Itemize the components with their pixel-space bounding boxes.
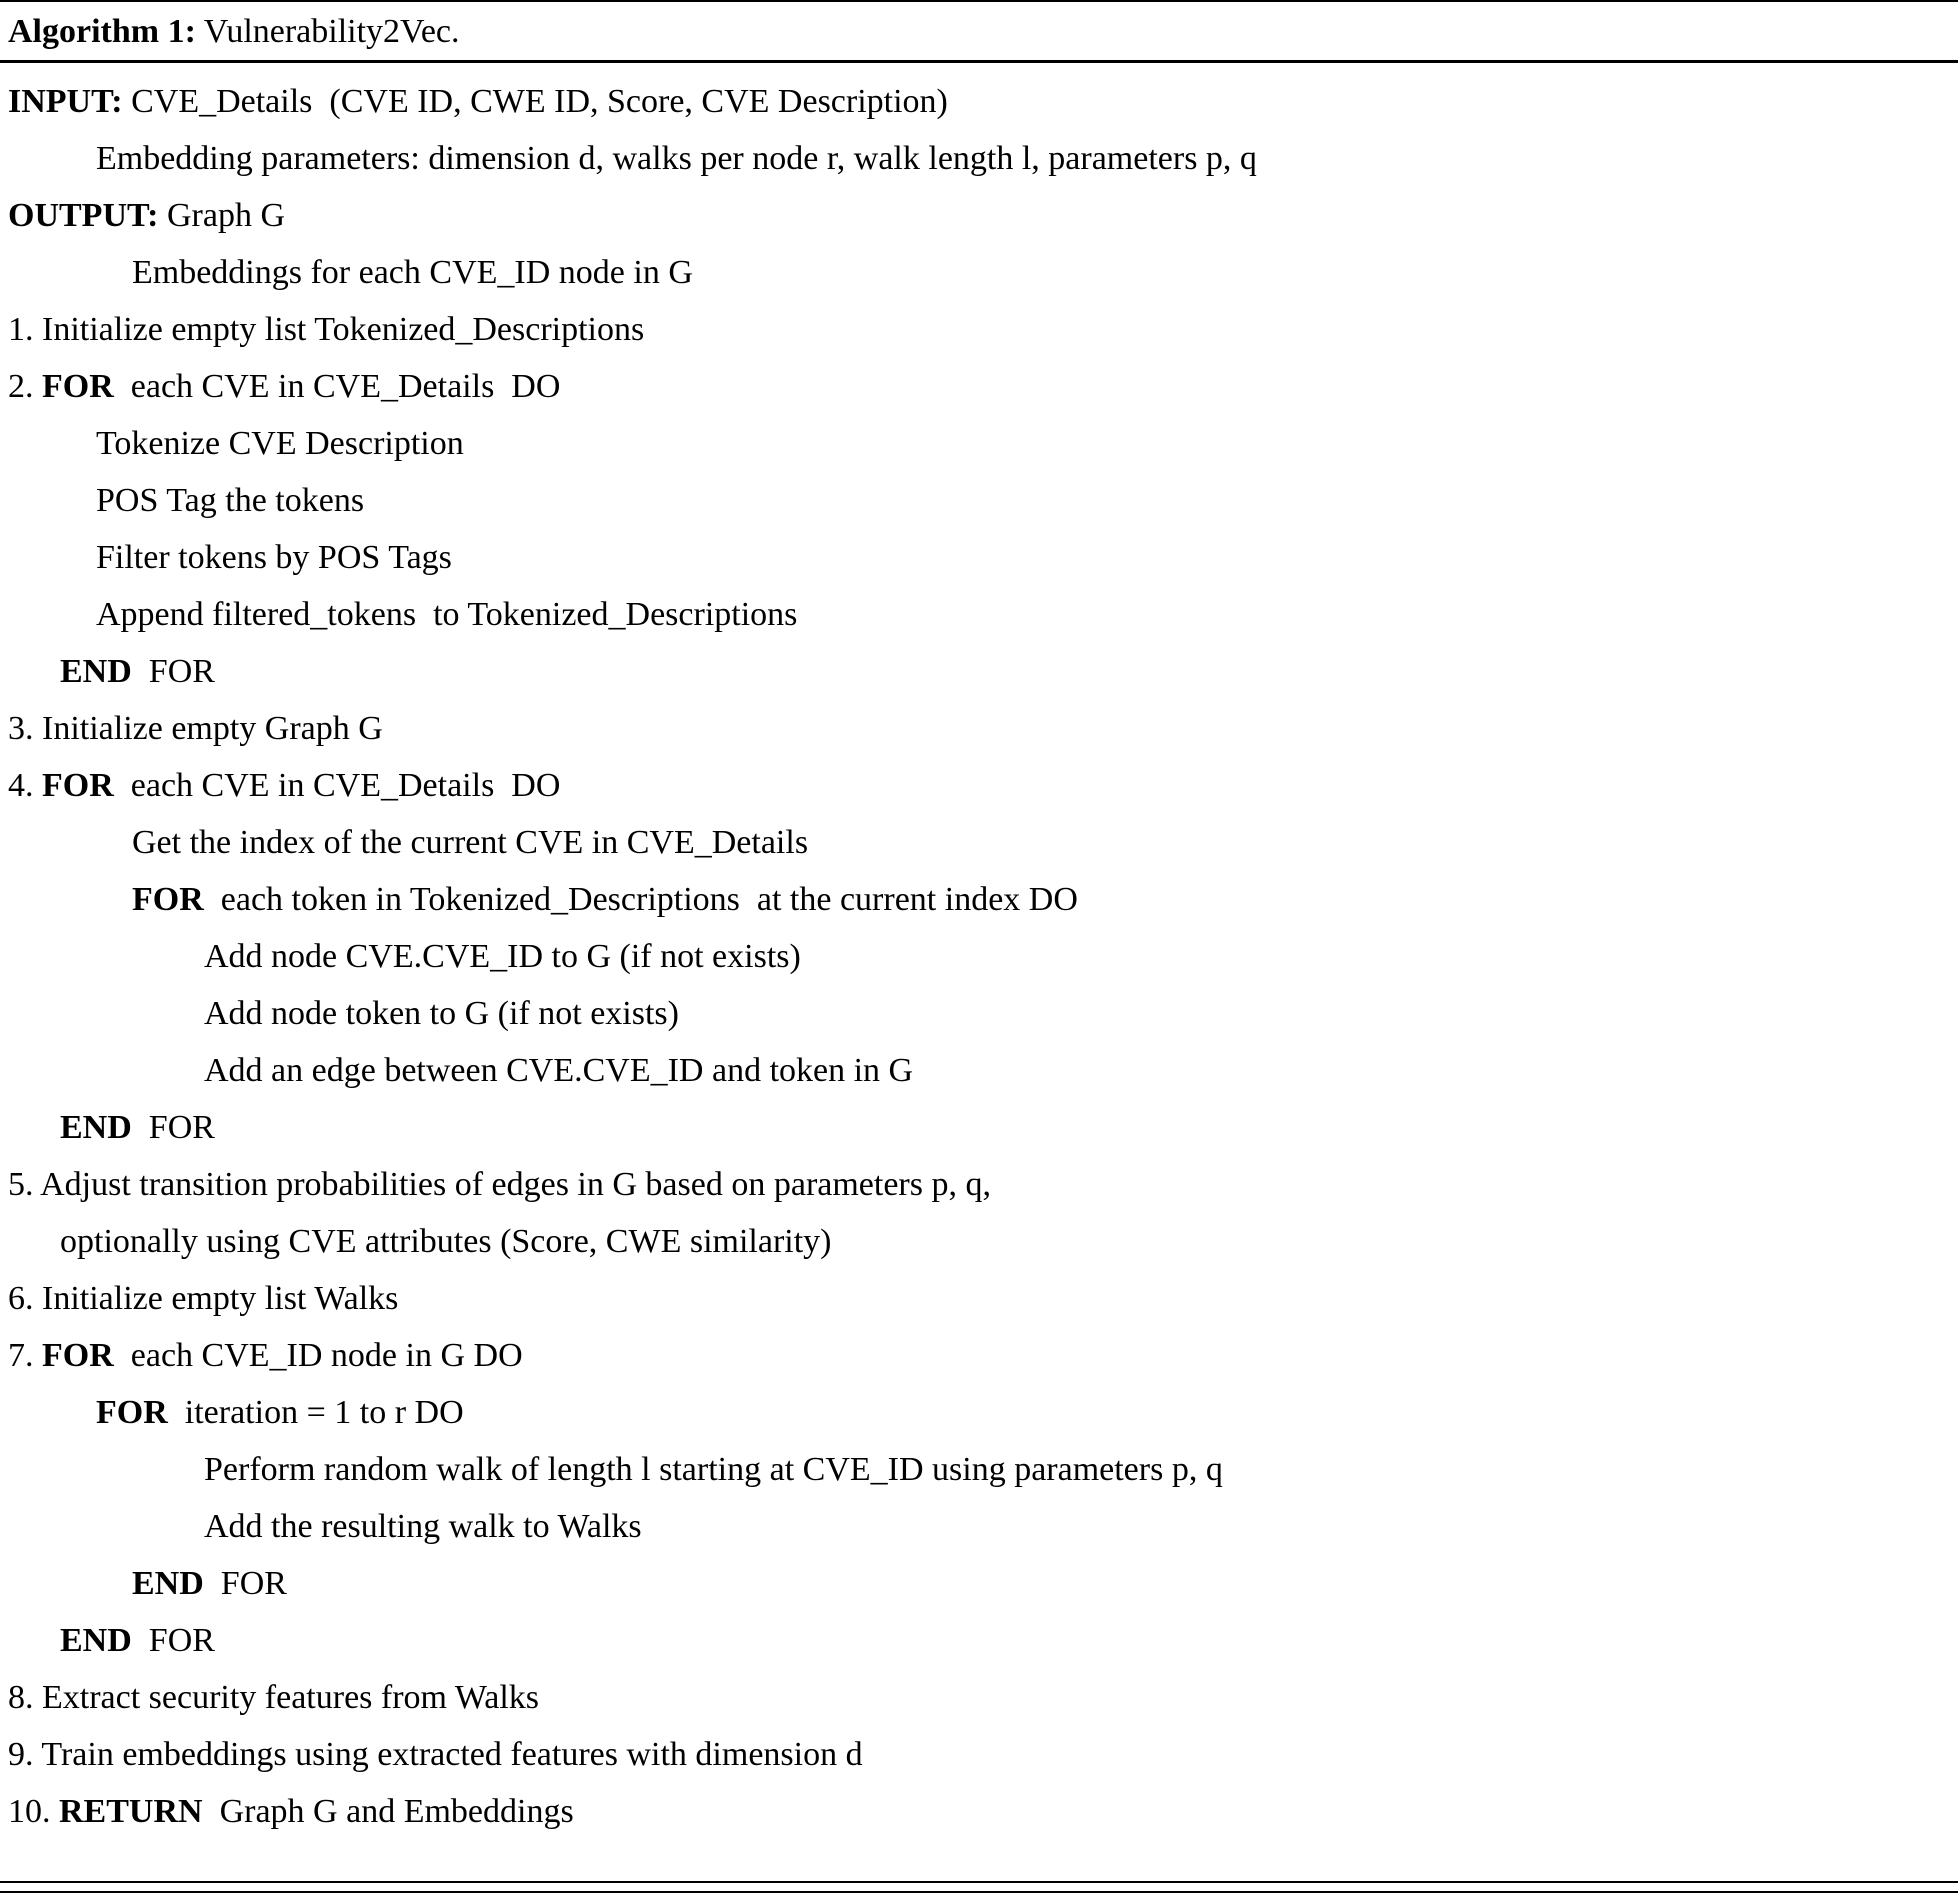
algorithm-line	[8, 529, 1950, 586]
algorithm-line	[8, 700, 1950, 757]
text-segment: 8. Extract security features from Walks	[8, 1679, 540, 1716]
keyword: FOR	[42, 767, 114, 804]
algorithm-line	[8, 301, 1950, 358]
algorithm-line	[8, 1156, 1950, 1213]
algorithm-line	[8, 1783, 1950, 1840]
text-segment: FOR	[203, 1565, 287, 1602]
text-segment: each CVE in CVE_Details DO	[113, 368, 561, 405]
text-segment: Graph G	[158, 197, 286, 234]
text-segment: FOR	[131, 1622, 215, 1659]
text-segment: 9. Train embeddings using extracted features with dimension d	[8, 1736, 863, 1773]
keyword: INPUT:	[8, 83, 123, 120]
text-segment: Add an edge between CVE.CVE_ID and token in G	[204, 1052, 914, 1089]
bottom-rule	[0, 1881, 1958, 1893]
text-segment: Add node CVE.CVE_ID to G (if not exists)	[204, 938, 801, 975]
text-segment: 6. Initialize empty list Walks	[8, 1280, 399, 1317]
keyword: FOR	[132, 881, 204, 918]
algorithm-line	[8, 1555, 1950, 1612]
text-segment: Filter tokens by POS Tags	[96, 539, 452, 576]
algorithm-line	[8, 643, 1950, 700]
text-segment: FOR	[131, 1109, 215, 1146]
text-segment: CVE_Details (CVE ID, CWE ID, Score, CVE Description)	[122, 83, 948, 120]
text-segment: 3. Initialize empty Graph G	[8, 710, 383, 747]
algorithm-line	[8, 1213, 1950, 1270]
algorithm-caption	[0, 2, 1958, 60]
text-segment: 10.	[8, 1793, 59, 1830]
keyword: RETURN	[59, 1793, 203, 1830]
text-segment: POS Tag the tokens	[96, 482, 365, 519]
text-segment: 4.	[8, 767, 42, 804]
algorithm-line	[8, 1099, 1950, 1156]
keyword: FOR	[96, 1394, 168, 1431]
algorithm-line	[8, 1441, 1950, 1498]
algorithm-line	[8, 757, 1950, 814]
algorithm-line	[8, 1498, 1950, 1555]
keyword: FOR	[42, 368, 114, 405]
text-segment: Add node token to G (if not exists)	[204, 995, 679, 1032]
keyword: END	[60, 1622, 132, 1659]
algorithm-line	[8, 1042, 1950, 1099]
keyword: END	[60, 653, 132, 690]
algorithm-line	[8, 985, 1950, 1042]
keyword: OUTPUT:	[8, 197, 159, 234]
text-segment: Perform random walk of length l starting at CVE_ID using parameters p, q	[204, 1451, 1223, 1488]
algorithm-line	[8, 586, 1950, 643]
text-segment: Embedding parameters: dimension d, walks per node r, walk length l, parameters p, q	[96, 140, 1257, 177]
keyword: FOR	[42, 1337, 114, 1374]
text-segment: each token in Tokenized_Descriptions at the current index DO	[203, 881, 1078, 918]
text-segment: FOR	[131, 653, 215, 690]
text-segment: 5. Adjust transition probabilities of edges in G based on parameters p, q,	[8, 1166, 991, 1203]
algorithm-line	[8, 415, 1950, 472]
algorithm-line	[8, 358, 1950, 415]
algorithm-line	[8, 1669, 1950, 1726]
algorithm-line	[8, 1384, 1950, 1441]
text-segment: 7.	[8, 1337, 42, 1374]
algorithm-line	[8, 187, 1950, 244]
algorithm-line	[8, 1726, 1950, 1783]
algorithm-line	[8, 130, 1950, 187]
algorithm-line	[8, 928, 1950, 985]
text-segment: Append filtered_tokens to Tokenized_Descriptions	[96, 596, 798, 633]
text-segment: Graph G and Embeddings	[202, 1793, 574, 1830]
text-segment: optionally using CVE attributes (Score, CWE similarity)	[60, 1223, 832, 1260]
algorithm-body	[0, 63, 1958, 1881]
algorithm-line	[8, 1270, 1950, 1327]
text-segment: 1. Initialize empty list Tokenized_Descriptions	[8, 311, 645, 348]
algorithm-line	[8, 1327, 1950, 1384]
algorithm-line	[8, 814, 1950, 871]
keyword: END	[60, 1109, 132, 1146]
text-segment: iteration = 1 to r DO	[167, 1394, 464, 1431]
text-segment: each CVE_ID node in G DO	[113, 1337, 523, 1374]
keyword: END	[132, 1565, 204, 1602]
text-segment: Get the index of the current CVE in CVE_Details	[132, 824, 809, 861]
algorithm-line	[8, 1612, 1950, 1669]
text-segment: Add the resulting walk to Walks	[204, 1508, 642, 1545]
algorithm-line	[8, 472, 1950, 529]
algorithm-caption-label: Algorithm 1:	[8, 13, 196, 50]
text-segment: Embeddings for each CVE_ID node in G	[132, 254, 693, 291]
text-segment: Tokenize CVE Description	[96, 425, 464, 462]
algorithm-line	[8, 871, 1950, 928]
algorithm-caption-title: Vulnerability2Vec.	[195, 13, 460, 50]
algorithm-line	[8, 244, 1950, 301]
text-segment: 2.	[8, 368, 42, 405]
algorithm-line	[8, 73, 1950, 130]
text-segment: each CVE in CVE_Details DO	[113, 767, 561, 804]
